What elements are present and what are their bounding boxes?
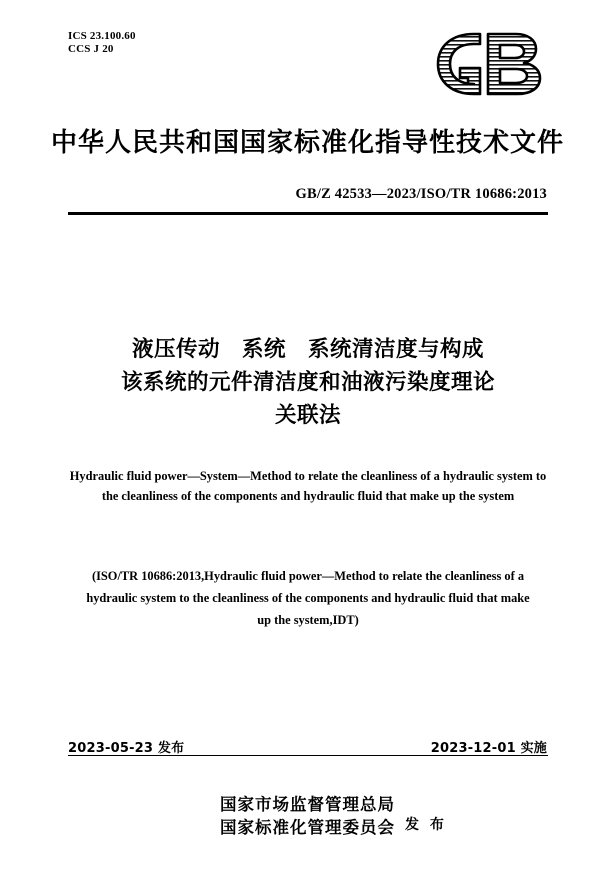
source-standard-note: (ISO/TR 10686:2013,Hydraulic fluid power—Method to relate the cleanliness of a hydraulic system to the cleanliness of the components and hydraulic fluid that make up the system,IDT): [86, 569, 530, 627]
header-row: [68, 30, 548, 120]
publisher-line-1: 国家市场监督管理总局: [220, 795, 395, 814]
ics-ccs-block: [68, 30, 136, 56]
publisher-line-2: 国家标准化管理委员会: [220, 818, 395, 837]
chinese-title-line-2: 该系统的元件清洁度和油液污染度理论: [120, 370, 495, 395]
issue-date: 2023-05-23 发布: [68, 741, 185, 756]
standard-number: GB/Z 42533—2023/ISO/TR 10686:2013: [295, 186, 547, 202]
ccs-code: CCS J 20: [68, 43, 114, 55]
chinese-title: [52, 333, 564, 432]
chinese-title-line-1: 液压传动 系统 系统清洁度与构成: [131, 337, 484, 362]
chinese-title-line-3: 关联法: [274, 403, 341, 428]
gb-emblem-icon: [430, 28, 548, 100]
divider-top: [68, 212, 548, 215]
publisher-verb: 发 布: [405, 817, 447, 833]
implementation-date: 2023-12-01 实施: [430, 741, 547, 756]
publisher-block: [0, 793, 615, 839]
ics-code: ICS 23.100.60: [68, 30, 136, 42]
english-title: Hydraulic fluid power—System—Method to relate the cleanliness of a hydraulic system to the cleanliness of the components and hydraulic fluid that make up the system: [69, 469, 547, 503]
document-type-title: 中华人民共和国国家标准化指导性技术文件: [50, 128, 564, 158]
